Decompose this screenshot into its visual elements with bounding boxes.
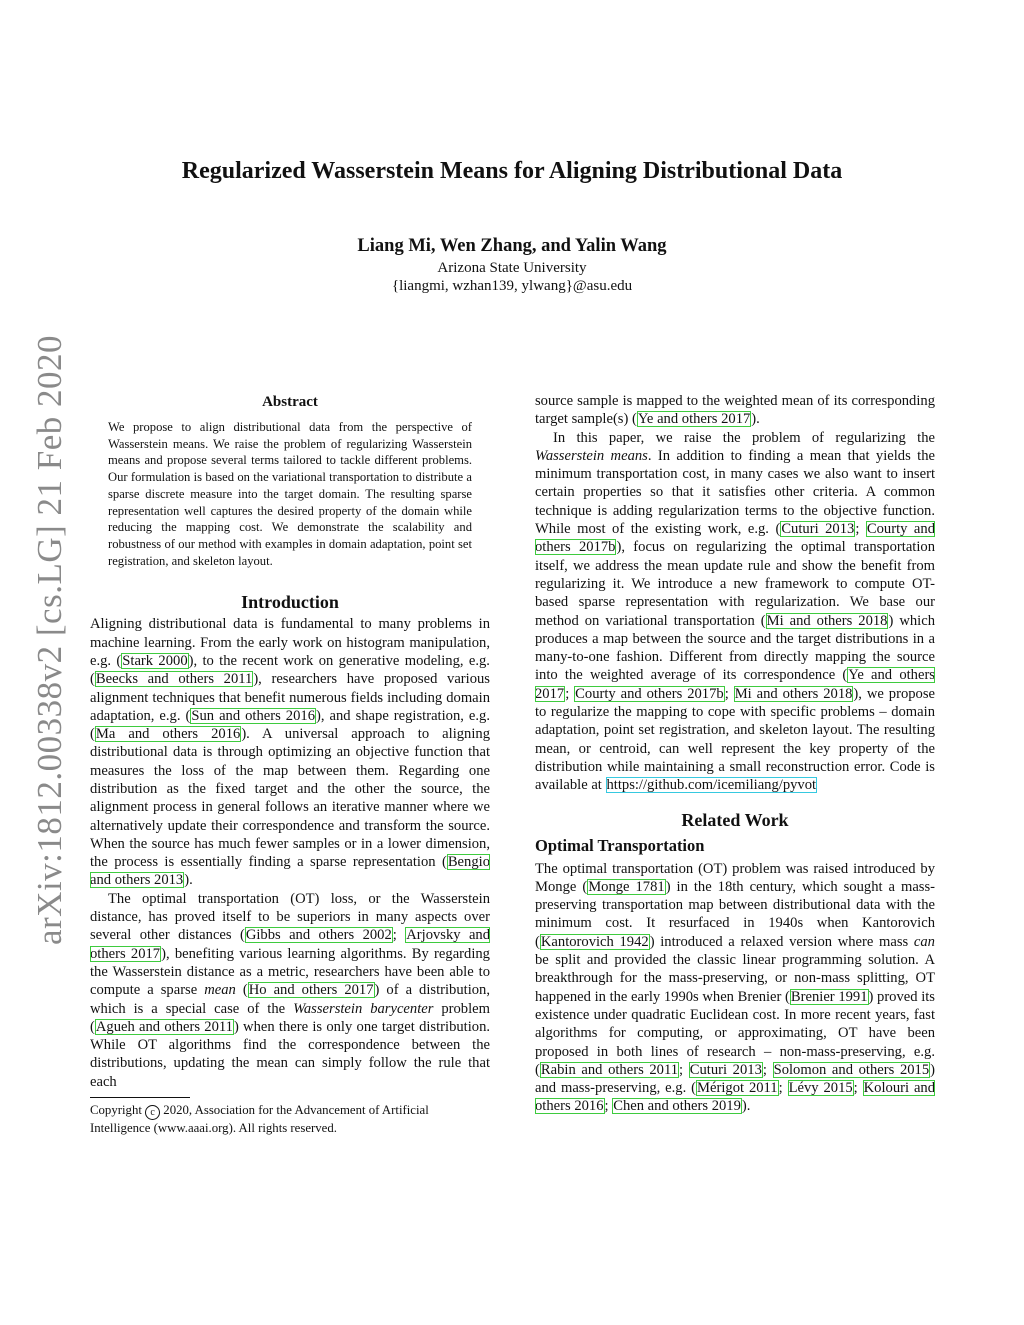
affiliation: Arizona State University [437, 260, 587, 276]
abstract-body: We propose to align distributional data from the perspective of Wasserstein means. We raise the problem of regularizing Wasserstein means and propose several terms tailored to tackle different problems. Our formulation is based on the variational transportation to distribute a sparse discrete measure into the target domain. The resulting sparse representation well captures the desired property of the domain while reducing the mapping cost. We demonstrate the scalability and robustness of our method with examples in domain adaptation, point set registration, and skeleton layout. [108, 420, 472, 568]
right-column [535, 392, 935, 1116]
citation-link[interactable]: Arjovsky and others 2017 [90, 927, 491, 962]
citation-link[interactable]: Monge 1781 [588, 878, 665, 895]
citation-link[interactable]: Cuturi 2013 [781, 521, 855, 538]
author-emails: {liangmi, wzhan139, ylwang}@asu.edu [391, 278, 633, 294]
citation-link[interactable]: Rabin and others 2011 [540, 1061, 679, 1078]
introduction-paragraph-1: Aligning distributional data is fundamental to many problems in machine learning. From the early work on histogram manipulation, e.g. (Stark 2000), to the recent work on generative modeling, e.g. (Beecks and others 2011), researchers have proposed various alignment techniques that benefit numerous fields including domain adaptation, e.g. (Sun and others 2016), and shape registration, e.g. (Ma and others 2016). A universal approach to aligning distributional data is through optimizing an objective function that measures the loss of the map between them. Regarding one distribution as the fixed target and the other the source, the alignment process in general follows an iterative manner where we alternatively update their correspondence and transform the source. When the source has much fewer samples or in a lower dimension, the process is essentially finding a sparse representation (Bengio and others 2013). [90, 616, 490, 889]
citation-link[interactable]: Mi and others 2018 [766, 612, 888, 629]
paper-title: Regularized Wasserstein Means for Aligning Distributional Data [181, 158, 843, 184]
citation-link[interactable]: Cuturi 2013 [689, 1061, 762, 1078]
citation-link[interactable]: Brenier 1991 [790, 988, 868, 1005]
citation-link[interactable]: Stark 2000 [122, 652, 188, 669]
citation-link[interactable]: Mérigot 2011 [697, 1080, 778, 1097]
citation-link[interactable]: Courty and others 2017b [575, 685, 724, 702]
copyright-footnote: Copyright c 2020, Association for the Advancement of Artificial Intelligence (www.aaai.org). All rights reserved. [90, 1103, 429, 1136]
citation-link[interactable]: Lévy 2015 [788, 1080, 853, 1097]
citation-link[interactable]: Beecks and others 2011 [95, 671, 253, 688]
citation-link[interactable]: Sun and others 2016 [191, 707, 315, 724]
citation-link[interactable]: Ma and others 2016 [95, 726, 241, 743]
optimal-transportation-heading: Optimal Transportation [535, 835, 705, 855]
citation-link[interactable]: Bengio and others 2013 [90, 854, 490, 889]
related-work-paragraph-1: The optimal transportation (OT) problem was raised introduced by Monge (Monge 1781) in the 18th century, which sought a mass-preserving transportation map between distributional data with the minimum cost. It resurfaced in 1940s when Kantorovich (Kantorovich 1942) introduced a relaxed version where mass can be split and provided the classic linear programming solution. A breakthrough for the mass-preserving, or non-mass splitting, OT happened in the early 1990s when Brenier (Brenier 1991) proved its existence under quadratic Euclidean cost. In more recent years, fast algorithms for computing, or approximating, OT have been proposed in both lines of research – non-mass-preserving, e.g. (Rabin and others 2011; Cuturi 2013; Solomon and others 2015) and mass-preserving, e.g. (Mérigot 2011; Lévy 2015; Kolouri and others 2016; Chen and others 2019). [535, 860, 936, 1115]
citation-link[interactable]: Mi and others 2018 [734, 685, 853, 702]
citation-link[interactable]: Ho and others 2017 [248, 982, 374, 999]
author-list: Liang Mi, Wen Zhang, and Yalin Wang [357, 236, 667, 256]
footnote-divider [90, 1097, 190, 1098]
introduction-paragraph-2: The optimal transportation (OT) loss, or the Wasserstein distance, has proved itself to be superiors in many aspects over several other distances (Gibbs and others 2002; Arjovsky and others 2017), benefiting various learning algorithms. By regarding the Wasserstein distance as a metric, researchers have been able to compute a sparse mean (Ho and others 2017) of a distribution, which is a special case of the Wasserstein barycenter problem (Agueh and others 2011) when there is only one target distribution. While OT algorithms find the correspondence between the distributions, updating the mean can simply follow the rule that each [90, 890, 491, 1090]
citation-link[interactable]: Kolouri and others 2016 [535, 1080, 936, 1115]
citation-link[interactable]: Chen and others 2019 [613, 1098, 741, 1115]
citation-link[interactable]: Gibbs and others 2002 [245, 927, 392, 944]
citation-link[interactable]: Kantorovich 1942 [540, 933, 649, 950]
citation-link[interactable]: Solomon and others 2015 [773, 1061, 930, 1078]
citation-link[interactable]: Ye and others 2017 [535, 667, 935, 702]
citation-link[interactable]: Agueh and others 2011 [95, 1018, 233, 1035]
code-repository-link[interactable]: https://github.com/icemiliang/pyvot [606, 777, 817, 794]
arxiv-identifier-stamp: arXiv:1812.00338v2 [cs.LG] 21 Feb 2020 [30, 334, 69, 946]
left-column [90, 392, 490, 1137]
citation-link[interactable]: Courty and others 2017b [535, 521, 936, 556]
copyright-icon: c [145, 1105, 160, 1120]
related-work-heading: Related Work [681, 809, 789, 830]
introduction-paragraph-4: In this paper, we raise the problem of regularizing the Wasserstein means. In addition to finding a mean that yields the minimum transportation cost, in many cases we also want to insert certain properties so that it satisfies other criteria. A common technique is adding regularization terms to the objective function. While most of the existing work, e.g. (Cuturi 2013; Courty and others 2017b), focus on regularizing the optimal transportation itself, we address the mean update rule and show the benefit from regularizing it. We introduce a new framework to compute OT-based sparse representation with regularization. We base our method on variational transportation (Mi and others 2018) which produces a map between the source and the target distributions in a many-to-one fashion. Different from directly mapping the source into the weighted average of its correspondence (Ye and others 2017; Courty and others 2017b; Mi and others 2018), we propose to regularize the mapping to cope with specific problems – domain adaptation, point set registration, and skeleton layout. The resulting mean, or centroid, can well represent the key property of the distribution while maintaining a small reconstruction error. Code is available at https://github.com/icemiliang/pyvot [535, 429, 936, 794]
abstract-heading: Abstract [262, 394, 318, 410]
introduction-paragraph-3: source sample is mapped to the weighted mean of its corresponding target sample(s) (Ye and others 2017). [535, 393, 935, 428]
citation-link[interactable]: Ye and others 2017 [637, 411, 751, 428]
introduction-heading: Introduction [241, 592, 339, 613]
